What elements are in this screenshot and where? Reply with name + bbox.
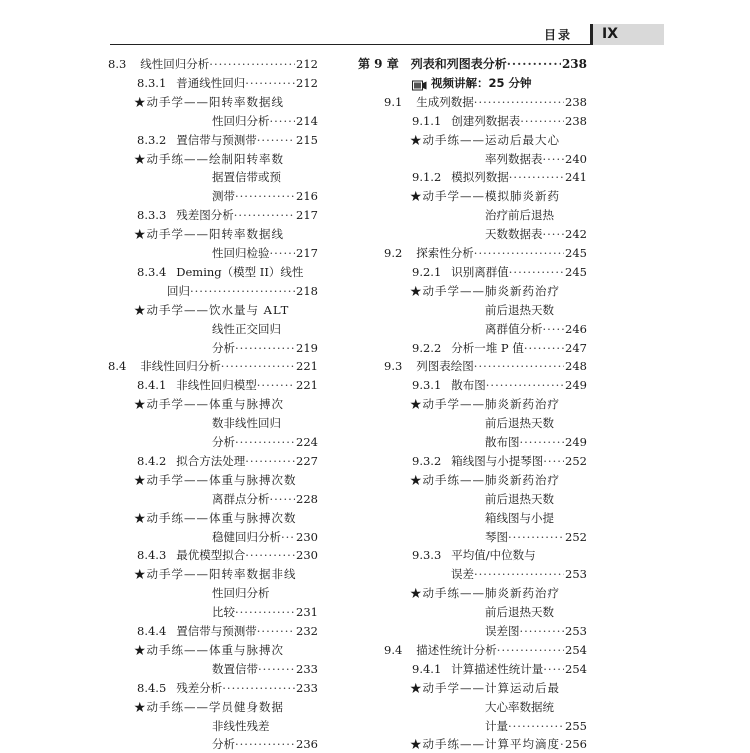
- toc-number: 9.2: [384, 246, 403, 260]
- toc-title: 前后退热天数: [485, 416, 554, 431]
- dot-leader: [270, 244, 296, 262]
- video-duration-label: 视频讲解：25 分钟: [431, 75, 532, 90]
- toc-title: 比较: [212, 605, 235, 620]
- toc-page-number: 217: [296, 246, 318, 260]
- toc-entry: [485, 528, 587, 546]
- toc-number: 8.4.5: [137, 680, 167, 695]
- toc-entry: [384, 93, 587, 111]
- toc-number: 9.3.2: [412, 453, 442, 468]
- dot-leader: [509, 168, 564, 186]
- dot-leader: [474, 565, 564, 583]
- toc-title: 拟合方法处理: [176, 453, 246, 468]
- toc-title: 天数数据表: [485, 227, 543, 242]
- toc-title: 计量: [485, 718, 508, 733]
- toc-number: 9.3.3: [412, 548, 442, 563]
- dot-leader: [245, 74, 295, 92]
- toc-title: ★动手学——模拟肺炎新药: [410, 189, 560, 204]
- toc-entry: [358, 55, 587, 73]
- toc-entry: [108, 55, 318, 73]
- toc-title: ★动手学——饮水量与 ALT: [134, 302, 290, 317]
- dot-leader: [281, 528, 295, 546]
- dot-leader: [235, 339, 295, 357]
- toc-entry: [212, 112, 318, 130]
- dot-leader: [520, 622, 565, 640]
- dot-leader: [497, 641, 564, 659]
- toc-entry: [485, 320, 587, 338]
- toc-title: 散布图: [451, 378, 486, 393]
- toc-page-number: 252: [565, 529, 587, 544]
- toc-title: 离群点分析: [212, 491, 270, 506]
- toc-entry: [410, 282, 587, 300]
- header-page-number: IX: [590, 24, 664, 45]
- toc-page-number: 245: [565, 246, 587, 260]
- toc-title: 列图表绘图: [416, 359, 474, 374]
- toc-entry: [412, 660, 587, 678]
- toc-entry: [137, 74, 318, 92]
- toc-entry: [410, 735, 587, 753]
- toc-page-number: 248: [565, 359, 587, 374]
- toc-title: 回归: [167, 283, 190, 298]
- toc-entry: [485, 603, 587, 621]
- toc-title: 生成列数据: [416, 94, 474, 109]
- toc-number: 9.4.1: [412, 661, 442, 676]
- toc-number: 9.3: [384, 359, 403, 374]
- toc-entry: [212, 528, 318, 546]
- toc-title: 前后退热天数: [485, 491, 554, 506]
- toc-entry: [412, 546, 587, 564]
- toc-title: ★动手学——肺炎新药治疗: [410, 283, 560, 298]
- toc-entry: [212, 320, 318, 338]
- dot-leader: [257, 376, 295, 394]
- dot-leader: [486, 376, 564, 394]
- toc-page-number: 254: [565, 661, 587, 676]
- dot-leader: [520, 433, 565, 451]
- toc-entry: [485, 150, 587, 168]
- toc-title: ★动手学——肺炎新药治疗: [410, 397, 560, 412]
- toc-page-number: 227: [296, 453, 318, 468]
- toc-number: 9.4: [384, 642, 403, 657]
- toc-title: 普通线性回归: [176, 75, 246, 90]
- toc-title: 据置信带或预: [212, 170, 281, 185]
- toc-entry: [134, 225, 318, 243]
- toc-title: 大心率数据统: [485, 699, 554, 714]
- toc-title: ★动手练——运动后最大心: [410, 132, 560, 147]
- toc-entry: [134, 93, 318, 111]
- toc-entry: [212, 187, 318, 205]
- toc-entry: [410, 131, 587, 149]
- toc-title: 列表和列图表分析: [410, 57, 507, 71]
- toc-number: 9.3.1: [412, 378, 442, 393]
- toc-entry: [212, 584, 318, 602]
- toc-title: 分析: [212, 737, 235, 752]
- toc-number: 8.3.2: [137, 132, 167, 147]
- toc-entry: [137, 376, 318, 394]
- toc-entry: [410, 471, 587, 489]
- toc-number: 8.4.3: [137, 548, 167, 563]
- toc-title: 描述性统计分析: [416, 642, 497, 657]
- toc-title: 创建列数据表: [451, 113, 521, 128]
- toc-title: 线性回归分析: [140, 57, 210, 71]
- dot-leader: [524, 339, 564, 357]
- toc-entry: [137, 131, 318, 149]
- toc-entry: [212, 244, 318, 262]
- toc-number: 9.1: [384, 94, 403, 109]
- dot-leader: [235, 433, 295, 451]
- toc-title: 分析: [212, 435, 235, 449]
- toc-title: 性回归分析: [212, 113, 270, 128]
- dot-leader: [221, 357, 295, 375]
- toc-title: 散布图: [485, 435, 520, 449]
- toc-page-number: 252: [565, 453, 587, 468]
- dot-leader: [209, 55, 295, 73]
- toc-title: 残差分析: [176, 680, 223, 695]
- toc-page-number: 217: [296, 208, 318, 223]
- dot-leader: [474, 357, 564, 375]
- toc-page-number: 215: [296, 132, 318, 147]
- toc-entry: [485, 717, 587, 735]
- dot-leader: [257, 131, 295, 149]
- dot-leader: [190, 282, 295, 300]
- toc-page-number: 240: [565, 151, 587, 166]
- toc-entry: [137, 622, 318, 640]
- toc-page-number: 230: [296, 548, 318, 563]
- toc-entry: [485, 433, 587, 451]
- toc-entry: [212, 339, 318, 357]
- toc-number: 第 9 章: [358, 57, 399, 71]
- toc-entry: [134, 150, 318, 168]
- toc-title: 数非线性回归: [212, 416, 281, 431]
- dot-leader: [543, 150, 565, 168]
- toc-number: 8.4.2: [137, 453, 167, 468]
- toc-page-number: 212: [296, 57, 318, 71]
- toc-number: 9.1.1: [412, 113, 442, 128]
- toc-entry: [485, 490, 587, 508]
- toc-title: ★动手练——体重与脉搏次: [134, 642, 284, 657]
- dot-leader: [245, 546, 295, 564]
- toc-page-number: 216: [296, 189, 318, 204]
- dot-leader: [474, 244, 564, 262]
- toc-title: ★动手学——体重与脉搏次: [134, 397, 284, 412]
- toc-title: 误差图: [485, 624, 520, 638]
- toc-entry: [212, 168, 318, 186]
- toc-title: 前后退热天数: [485, 605, 554, 620]
- toc-entry: [134, 395, 318, 413]
- toc-page-number: 224: [296, 435, 318, 449]
- toc-page-number: 236: [296, 737, 318, 752]
- toc-page-number: 245: [565, 264, 587, 279]
- toc-title: 平均值/中位数与: [451, 548, 536, 563]
- toc-entry: [384, 244, 587, 262]
- dot-leader: [508, 528, 564, 546]
- header-rule: [110, 44, 664, 45]
- toc-title: 探索性分析: [416, 246, 474, 260]
- toc-title: 治疗前后退热: [485, 208, 554, 223]
- toc-title: ★动手练——体重与脉搏次数: [134, 510, 297, 525]
- toc-entry: [212, 735, 318, 753]
- dot-leader: [270, 112, 296, 130]
- toc-entry: [137, 263, 318, 281]
- toc-title: 箱线图与小提琴图: [451, 453, 544, 468]
- dot-leader: [507, 55, 561, 73]
- toc-title: 线性正交回归: [212, 321, 281, 336]
- toc-title: 非线性残差: [212, 718, 270, 733]
- toc-page-number: 255: [565, 718, 587, 733]
- toc-entry: [384, 357, 587, 375]
- toc-entry: [485, 622, 587, 640]
- toc-title: ★动手学——阳转率数据线: [134, 227, 284, 242]
- toc-page-number: 241: [565, 170, 587, 185]
- toc-number: 9.2.1: [412, 264, 442, 279]
- dot-leader: [543, 452, 564, 470]
- toc-title: ★动手学——阳转率数据非线: [134, 567, 297, 582]
- toc-title: 识别离群值: [451, 264, 509, 279]
- toc-entry: [137, 546, 318, 564]
- toc-title: 计算描述性统计量: [451, 661, 544, 676]
- dot-leader: [543, 660, 564, 678]
- video-camera-icon: [412, 80, 427, 91]
- toc-entry: [134, 698, 318, 716]
- toc-page-number: 218: [296, 283, 318, 298]
- toc-title: 离群值分析: [485, 321, 543, 336]
- toc-entry: [485, 698, 587, 716]
- toc-entry: [137, 679, 318, 697]
- toc-title: 分析一堆 P 值: [451, 340, 524, 355]
- toc-title: 残差图分析: [176, 208, 234, 223]
- toc-number: 8.3.3: [137, 208, 167, 223]
- toc-entry: [134, 471, 318, 489]
- toc-entry: [212, 433, 318, 451]
- toc-entry: [134, 301, 318, 319]
- dot-leader: [235, 187, 295, 205]
- toc-entry: [134, 641, 318, 659]
- toc-entry: [485, 301, 587, 319]
- toc-title: 最优模型拟合: [176, 548, 246, 563]
- toc-page-number: 233: [296, 661, 318, 676]
- toc-title: 置信带与预测带: [176, 624, 257, 638]
- toc-entry: [410, 187, 587, 205]
- toc-title: 分析: [212, 340, 235, 355]
- dot-leader: [520, 112, 564, 130]
- toc-title: 箱线图与小提: [485, 510, 554, 525]
- toc-title: ★动手练——肺炎新药治疗: [410, 472, 560, 487]
- toc-title: 测带: [212, 189, 235, 204]
- toc-entry: [412, 112, 587, 130]
- toc-page-number: 233: [296, 680, 318, 695]
- toc-page-number: 253: [565, 624, 587, 638]
- toc-entry: [212, 490, 318, 508]
- toc-page-number: 238: [565, 94, 587, 109]
- toc-entry: [412, 263, 587, 281]
- toc-title: 稳健回归分析: [212, 529, 281, 544]
- toc-title: 误差: [451, 567, 474, 582]
- toc-number: 8.3: [108, 57, 127, 71]
- toc-page-number: 247: [565, 340, 587, 355]
- toc-page-number: 256: [565, 737, 587, 752]
- toc-number: 8.4.4: [137, 624, 167, 638]
- toc-entry: [485, 509, 587, 527]
- toc-number: 9.2.2: [412, 340, 442, 355]
- toc-title: ★动手学——计算运动后最: [410, 680, 560, 695]
- dot-leader: [245, 452, 295, 470]
- toc-entry: [212, 414, 318, 432]
- dot-leader: [474, 93, 564, 111]
- toc-page-number: 253: [565, 567, 587, 582]
- toc-entry: [137, 206, 318, 224]
- toc-entry: [410, 679, 587, 697]
- toc-number: 9.1.2: [412, 170, 442, 185]
- toc-page-number: 242: [565, 227, 587, 242]
- toc-entry: [134, 509, 318, 527]
- dot-leader: [543, 225, 565, 243]
- toc-entry: [212, 603, 318, 621]
- dot-leader: [509, 263, 564, 281]
- dot-leader: [543, 320, 565, 338]
- toc-page-number: 221: [296, 359, 318, 374]
- header-section-title: 目录: [544, 28, 573, 42]
- toc-entry: [212, 660, 318, 678]
- toc-entry: [412, 168, 587, 186]
- toc-entry: [137, 452, 318, 470]
- toc-page-number: 231: [296, 605, 318, 620]
- toc-title: 前后退热天数: [485, 302, 554, 317]
- toc-title: 置信带与预测带: [176, 132, 257, 147]
- toc-page-number: 214: [296, 113, 318, 128]
- toc-entry: [412, 452, 587, 470]
- dot-leader: [258, 660, 295, 678]
- toc-title: ★动手学——阳转率数据线: [134, 94, 284, 109]
- dot-leader: [257, 622, 295, 640]
- toc-title: ★动手练——绘制阳转率数: [134, 151, 284, 166]
- toc-entry: [412, 339, 587, 357]
- toc-title: 模拟列数据: [451, 170, 509, 185]
- dot-leader: [235, 603, 295, 621]
- toc-entry: [410, 584, 587, 602]
- toc-number: 8.3.4: [137, 264, 167, 279]
- toc-number: 8.4.1: [137, 378, 167, 393]
- toc-entry: [485, 414, 587, 432]
- toc-entry: [485, 206, 587, 224]
- toc-number: 8.3.1: [137, 75, 167, 90]
- toc-title: 率列数据表: [485, 151, 543, 166]
- toc-entry: [384, 641, 587, 659]
- toc-title: 琴图: [485, 529, 508, 544]
- toc-page-number: 230: [296, 529, 318, 544]
- toc-entry: [134, 565, 318, 583]
- toc-page-number: 249: [565, 378, 587, 393]
- toc-page-number: 238: [565, 113, 587, 128]
- toc-title: 性回归检验: [212, 246, 270, 260]
- toc-page-number: 254: [565, 642, 587, 657]
- toc-entry: [167, 282, 318, 300]
- toc-title: 非线性回归模型: [176, 378, 257, 393]
- dot-leader: [508, 717, 564, 735]
- toc-title: ★动手练——肺炎新药治疗: [410, 586, 560, 601]
- toc-page-number: 246: [565, 321, 587, 336]
- toc-title: 性回归分析: [212, 586, 270, 601]
- toc-entry: [412, 376, 587, 394]
- toc-title: ★动手练——学员健身数据: [134, 699, 284, 714]
- toc-page-number: 228: [296, 491, 318, 506]
- toc-page-number: 221: [296, 378, 318, 393]
- toc-entry: [410, 395, 587, 413]
- toc-title: Deming（模型 II）线性: [176, 264, 304, 279]
- toc-page-number: 238: [561, 57, 587, 71]
- toc-entry: [412, 74, 587, 92]
- toc-entry: [451, 565, 587, 583]
- toc-title: ★动手练——计算平均滴度: [410, 737, 560, 752]
- toc-page-number: 232: [296, 624, 318, 638]
- toc-page-number: 212: [296, 75, 318, 90]
- dot-leader: [222, 679, 295, 697]
- toc-entry: [108, 357, 318, 375]
- toc-number: 8.4: [108, 359, 127, 374]
- toc-page-number: 219: [296, 340, 318, 355]
- toc-entry: [485, 225, 587, 243]
- toc-title: ★动手学——体重与脉搏次数: [134, 472, 297, 487]
- dot-leader: [235, 735, 295, 753]
- toc-page-number: 249: [565, 435, 587, 449]
- toc-title: 非线性回归分析: [140, 359, 221, 374]
- toc-title: 数置信带: [212, 661, 258, 676]
- dot-leader: [270, 490, 296, 508]
- toc-entry: [212, 717, 318, 735]
- dot-leader: [234, 206, 295, 224]
